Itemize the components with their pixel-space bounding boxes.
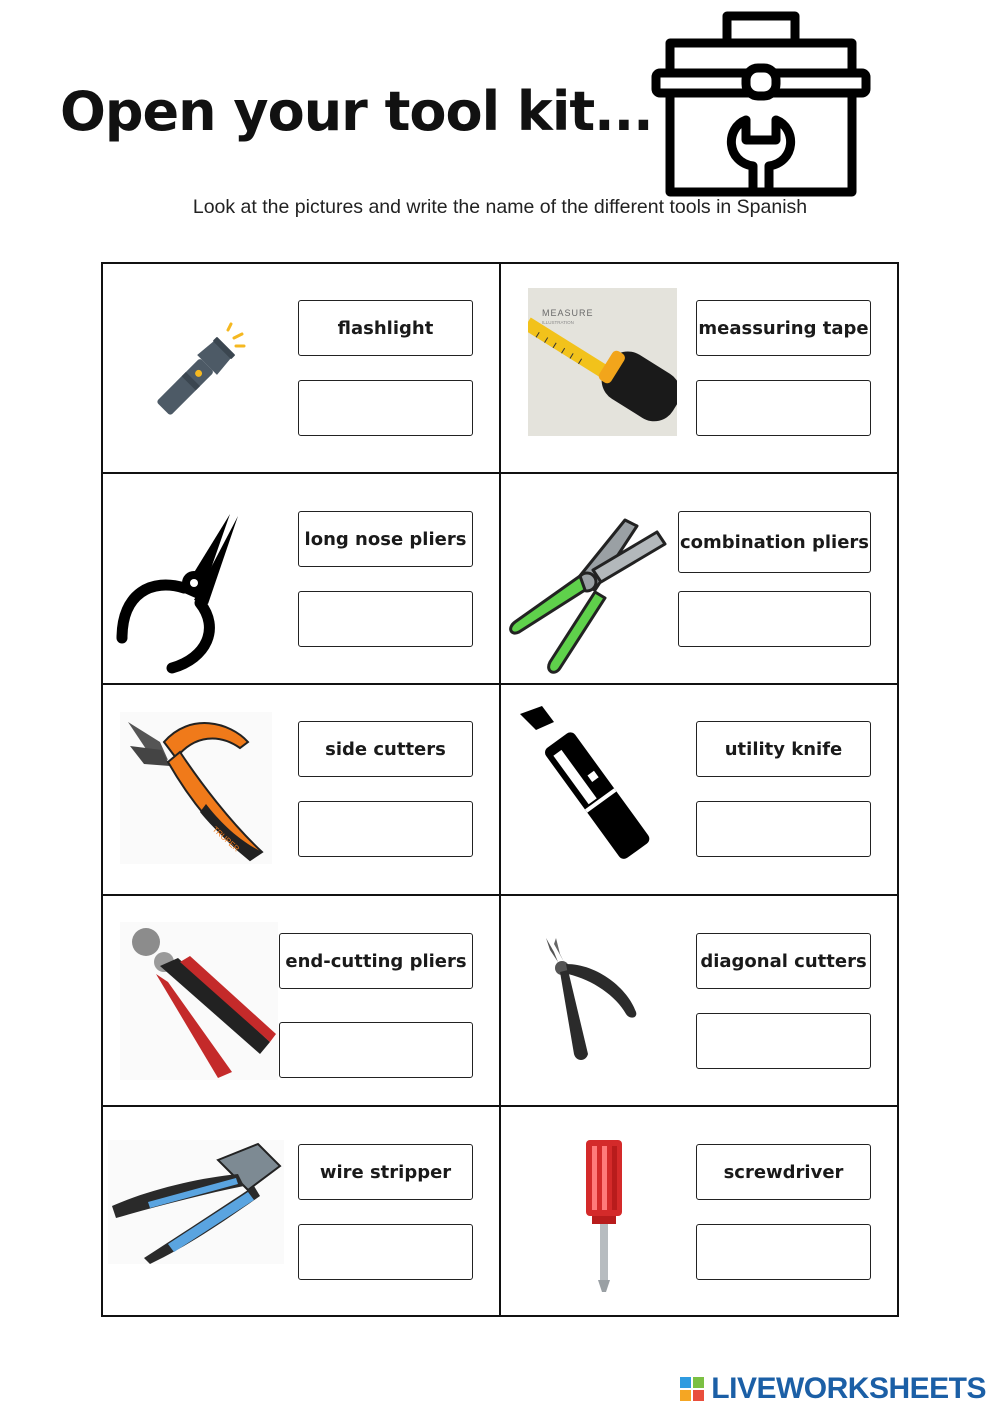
- tool-name-end-cutting-pliers: end-cutting pliers: [279, 933, 473, 989]
- screwdriver-image: [582, 1138, 626, 1294]
- answer-field-combination-pliers[interactable]: [678, 591, 871, 647]
- answer-field-screwdriver[interactable]: [696, 1224, 871, 1280]
- long-nose-pliers-image: [112, 508, 242, 678]
- answer-field-end-cutting-pliers[interactable]: [279, 1022, 473, 1078]
- grid-divider: [101, 1105, 899, 1107]
- side-cutters-brand: TRUPER: [210, 824, 242, 854]
- answer-field-side-cutters[interactable]: [298, 801, 473, 857]
- liveworksheets-icon: [679, 1376, 705, 1402]
- grid-divider: [101, 894, 899, 896]
- grid-divider: [101, 683, 899, 685]
- measure-card-subtitle: ILLUSTRATION: [542, 320, 574, 325]
- side-cutters-image: [120, 712, 272, 864]
- tool-name-long-nose-pliers: long nose pliers: [298, 511, 473, 567]
- tool-name-utility-knife: utility knife: [696, 721, 871, 777]
- tool-name-side-cutters: side cutters: [298, 721, 473, 777]
- answer-field-diagonal-cutters[interactable]: [696, 1013, 871, 1069]
- answer-field-wire-stripper[interactable]: [298, 1224, 473, 1280]
- tool-name-combination-pliers: combination pliers: [678, 511, 871, 573]
- answer-field-utility-knife[interactable]: [696, 801, 871, 857]
- answer-field-flashlight[interactable]: [298, 380, 473, 436]
- tool-name-measuring-tape: meassuring tape: [696, 300, 871, 356]
- grid-divider: [101, 472, 899, 474]
- measure-card-title: MEASURE: [542, 308, 594, 318]
- grid-divider: [499, 262, 501, 1317]
- brand-name: LIVEWORKSHEETS: [711, 1372, 986, 1405]
- wire-stripper-image: [108, 1140, 284, 1264]
- tool-name-flashlight: flashlight: [298, 300, 473, 356]
- tool-name-wire-stripper: wire stripper: [298, 1144, 473, 1200]
- utility-knife-image: [516, 704, 668, 870]
- toolbox-icon: [650, 10, 872, 200]
- measuring-tape-image: [528, 288, 677, 436]
- combination-pliers-image: [505, 512, 670, 677]
- tool-name-screwdriver: screwdriver: [696, 1144, 871, 1200]
- answer-field-long-nose-pliers[interactable]: [298, 591, 473, 647]
- diagonal-cutters-image: [538, 934, 640, 1064]
- instruction-text: Look at the pictures and write the name of the different tools in Spanish: [192, 196, 808, 218]
- liveworksheets-logo: [679, 1372, 986, 1406]
- answer-field-measuring-tape[interactable]: [696, 380, 871, 436]
- end-cutting-pliers-image: [120, 922, 278, 1080]
- page-title: Open your tool kit...: [60, 80, 653, 143]
- flashlight-image: [150, 322, 250, 422]
- instructions: [0, 196, 1000, 219]
- tool-name-diagonal-cutters: diagonal cutters: [696, 933, 871, 989]
